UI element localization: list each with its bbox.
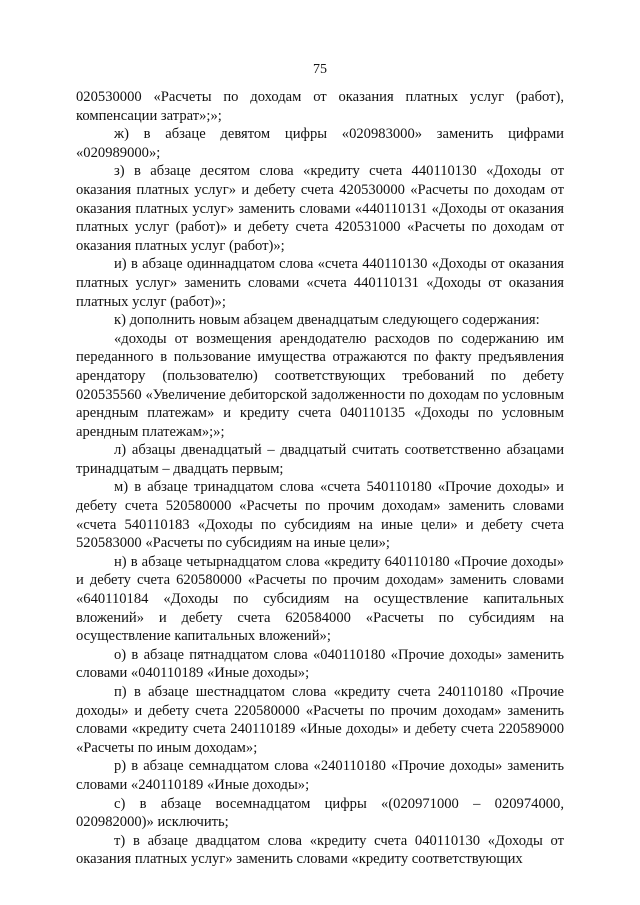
paragraph-r: р) в абзаце семнадцатом слова «240110180 «Прочие доходы» заменить словами «240110189 «Иные доходы»; — [76, 758, 564, 793]
paragraph-p: п) в абзаце шестнадцатом слова «кредиту счета 240110180 «Прочие доходы» и дебету счета 220580000 «Расчеты по прочим доходам» заменить словами «кредиту счета 240110189 «Иные доходы» и дебету счета 220589000 «Расчеты по иным доходам»; — [76, 684, 564, 756]
paragraph-zh: ж) в абзаце девятом цифры «020983000» заменить цифрами «020989000»; — [76, 126, 564, 161]
paragraph-n: н) в абзаце четырнадцатом слова «кредиту 640110180 «Прочие доходы» и дебету счета 620580000 «Расчеты по прочим доходам» заменить словами «640110184 «Доходы по субсидиям на осуществление капитальных вложений» и дебету счета 620584000 «Расчеты по субсидиям на осуществление капитальных вложений»; — [76, 553, 564, 645]
page-number: 75 — [313, 62, 327, 77]
paragraph-s: с) в абзаце восемнадцатом цифры «(020971000 – 020974000, 020982000)» исключить; — [76, 795, 564, 831]
document-body — [76, 88, 564, 869]
paragraph-t: т) в абзаце двадцатом слова «кредиту счета 040110130 «Доходы от оказания платных услуг» заменить словами «кредиту соответствующих — [76, 832, 564, 868]
paragraph-i: и) в абзаце одиннадцатом слова «счета 440110130 «Доходы от оказания платных услуг» заменить словами «счета 440110131 «Доходы от оказания платных услуг (работ)»; — [76, 256, 564, 310]
paragraph-z: з) в абзаце десятом слова «кредиту счета 440110130 «Доходы от оказания платных услуг» и дебету счета 420530000 «Расчеты по доходам от оказания платных услуг» заменить словами «440110131 «Доходы от оказания платных услуг (работ)» и дебету счета 420531000 «Расчеты по доходам от оказания платных услуг (работ)»; — [76, 163, 564, 254]
paragraph-l: л) абзацы двенадцатый – двадцатый считать соответственно абзацами тринадцатым – двадцать первым; — [76, 442, 564, 477]
paragraph-k: к) дополнить новым абзацем двенадцатым следующего содержания: — [114, 312, 540, 329]
paragraph-m: м) в абзаце тринадцатом слова «счета 540110180 «Прочие доходы» и дебету счета 520580000 «Расчеты по прочим доходам» заменить словами «счета 540110183 «Доходы по субсидиям на иные цели» и дебету счета 520583000 «Расчеты по субсидиям на иные цели»; — [76, 479, 564, 552]
paragraph-o: о) в абзаце пятнадцатом слова «040110180 «Прочие доходы» заменить словами «040110189 «Иные доходы»; — [76, 646, 564, 682]
paragraph-quote: «доходы от возмещения арендодателю расходов по содержанию им переданного в пользование имущества отражаются по факту предъявления арендатору (пользователю) соответствующих требований по дебету 020535560 «Увеличение дебиторской задолженности по доходам по условным арендным платежам» и кредиту счета 040110135 «Доходы по условным арендным платежам»;»; — [76, 330, 564, 440]
paragraph-continuation: 020530000 «Расчеты по доходам от оказания платных услуг (работ), компенсации затрат»;»; — [76, 89, 564, 124]
